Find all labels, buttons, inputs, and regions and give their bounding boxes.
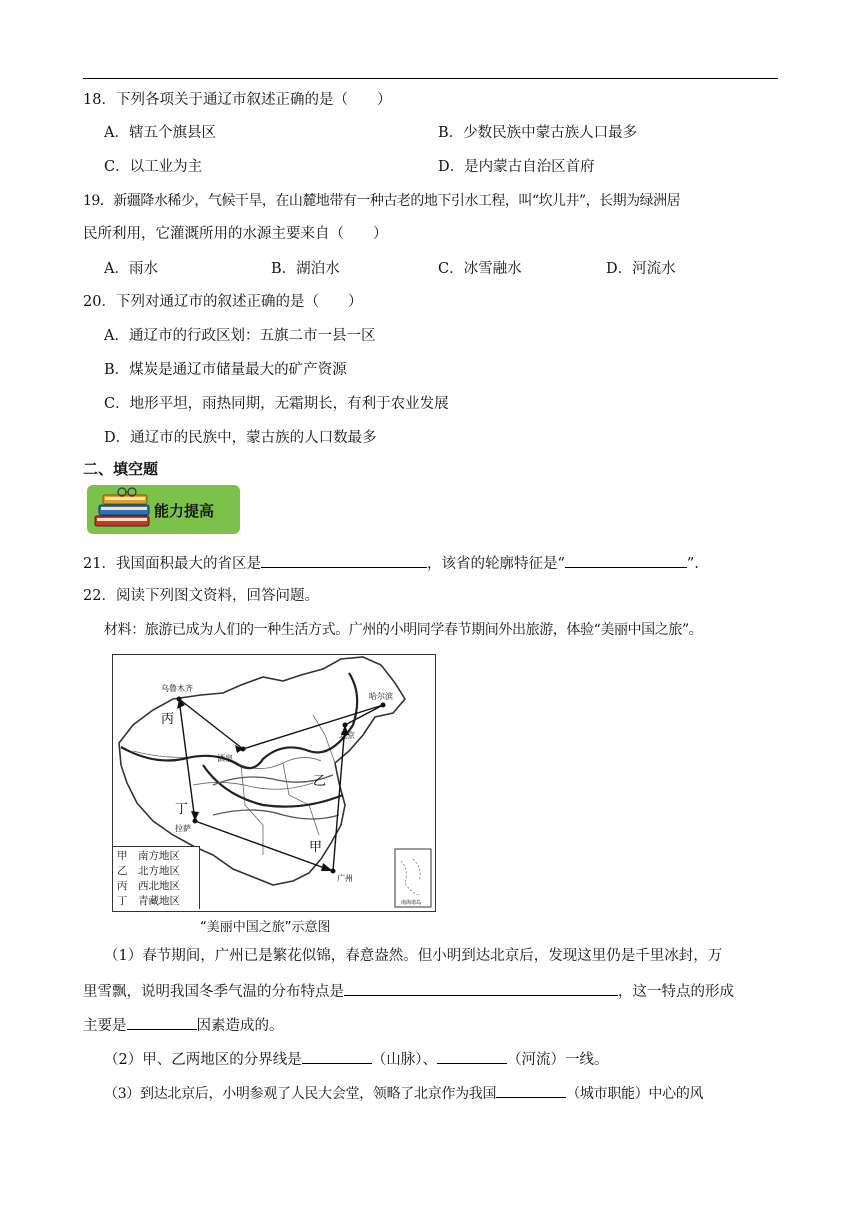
- q20-option-b[interactable]: B．煤炭是通辽市储量最大的矿产资源: [104, 362, 347, 378]
- header-rule: [83, 78, 778, 79]
- q21-line: [83, 552, 699, 574]
- q20-option-d[interactable]: D．通辽市的民族中，蒙古族的人口数最多: [104, 430, 377, 446]
- q21-blank-1[interactable]: [261, 552, 427, 568]
- q21-text-1: 21．我国面积最大的省区是: [83, 556, 261, 572]
- city-guangzhou-label: 广州: [337, 874, 353, 883]
- q22-sub1-text-a: 里雪飘，说明我国冬季气温的分布特点是: [83, 984, 344, 1000]
- q18-option-b[interactable]: B．少数民族中蒙古族人口最多: [438, 125, 638, 141]
- city-lhasa-marker: [193, 819, 198, 824]
- q22-sub1-line3: [83, 1014, 284, 1036]
- q22-sub1-blank-2[interactable]: [127, 1014, 197, 1030]
- q19-option-a[interactable]: A．雨水: [104, 261, 158, 277]
- q19-option-c[interactable]: C．冰雪融水: [438, 261, 522, 277]
- q22-sub1-line2: [83, 980, 734, 1002]
- ability-badge-label: 能力提高: [154, 502, 215, 520]
- q19-option-b[interactable]: B．湖泊水: [271, 261, 340, 277]
- region-yi-mark: 乙: [313, 774, 327, 789]
- q22-sub2-blank-2[interactable]: [437, 1048, 507, 1064]
- q20-option-a[interactable]: A．通辽市的行政区划：五旗二市一县一区: [104, 328, 376, 344]
- city-jiuquan-label: 酒泉: [217, 754, 233, 763]
- city-harbin-marker: [381, 703, 386, 708]
- q22-sub1-line1: （1）春节期间，广州已是繁花似锦，春意盎然。但小明到达北京后，发现这里仍是千里冰封，万: [104, 948, 723, 964]
- q22-stem: 22．阅读下列图文资料，回答问题。: [83, 588, 319, 604]
- city-beijing-label: 北京: [339, 731, 355, 740]
- q20-stem: 20．下列对通辽市的叙述正确的是（ ）: [83, 294, 363, 310]
- q22-sub2-blank-1[interactable]: [302, 1048, 372, 1064]
- q22-sub1-text-b: ，这一特点的形成: [618, 984, 734, 1000]
- q22-sub2-text-a: （2）甲、乙两地区的分界线是: [104, 1052, 302, 1068]
- q22-sub1-text-c: 主要是: [83, 1018, 127, 1034]
- city-lhasa-label: 拉萨: [175, 824, 191, 833]
- q18-option-d[interactable]: D．是内蒙古自治区首府: [438, 159, 595, 175]
- city-urumqi-marker: [177, 697, 182, 702]
- q22-sub3-line: [104, 1082, 703, 1104]
- map-legend: [113, 846, 200, 909]
- q18-stem: 18．下列各项关于通辽市叙述正确的是（ ）: [83, 92, 392, 108]
- q18-option-a[interactable]: A．辖五个旗县区: [104, 125, 216, 141]
- region-jia-mark: 甲: [309, 840, 323, 855]
- china-travel-map: [112, 654, 436, 912]
- inset-label: 南海诸岛: [401, 900, 422, 906]
- q22-sub3-text-a: （3）到达北京后，小明参观了人民大会堂，领略了北京作为我国: [104, 1086, 497, 1102]
- q20-option-c[interactable]: C．地形平坦，雨热同期，无霜期长，有利于农业发展: [104, 396, 449, 412]
- city-urumqi-label: 乌鲁木齐: [161, 684, 193, 693]
- q19-option-d[interactable]: D．河流水: [606, 261, 676, 277]
- q22-sub1-text-d: 因素造成的。: [196, 1018, 284, 1034]
- q22-sub1-blank-1[interactable]: [344, 980, 618, 996]
- map-caption: “美丽中国之旅”示意图: [200, 920, 331, 935]
- q21-blank-2[interactable]: [565, 552, 687, 568]
- q22-sub3-text-b: （城市职能）中心的风: [566, 1086, 704, 1102]
- q22-sub2-line: [104, 1048, 608, 1070]
- q19-stem-line2: 民所利用，它灌溉所用的水源主要来自（ ）: [83, 226, 388, 242]
- q22-material: 材料：旅游已成为人们的一种生活方式。广州的小明同学春节期间外出旅游，体验“美丽中国之旅”。: [104, 622, 703, 638]
- city-harbin-label: 哈尔滨: [369, 692, 393, 701]
- section-title: 二、填空题: [83, 460, 159, 478]
- q21-text-3: ”.: [686, 556, 699, 572]
- q18-option-c[interactable]: C．以工业为主: [104, 159, 203, 175]
- legend-item-qinghai-tibet: 丁 青藏地区: [117, 895, 180, 907]
- q22-sub3-blank[interactable]: [496, 1082, 566, 1098]
- region-bing-mark: 丙: [161, 712, 175, 727]
- q19-stem-line1: 19．新疆降水稀少，气候干旱，在山麓地带有一种古老的地下引水工程，叫“坎儿井”，长期为绿洲居: [83, 193, 681, 209]
- q22-sub2-text-b: （山脉）、: [371, 1052, 437, 1068]
- region-ding-mark: 丁: [175, 802, 189, 817]
- legend-item-north: 乙 北方地区: [117, 865, 180, 877]
- city-guangzhou-marker: [331, 869, 336, 874]
- city-jiuquan-marker: [241, 747, 246, 752]
- city-beijing-marker: [343, 723, 348, 728]
- q22-sub2-text-c: （河流）一线。: [506, 1052, 609, 1068]
- legend-item-south: 甲 南方地区: [117, 850, 180, 862]
- q21-text-2: ，该省的轮廓特征是“: [426, 556, 565, 572]
- legend-item-northwest: 丙 西北地区: [117, 880, 180, 892]
